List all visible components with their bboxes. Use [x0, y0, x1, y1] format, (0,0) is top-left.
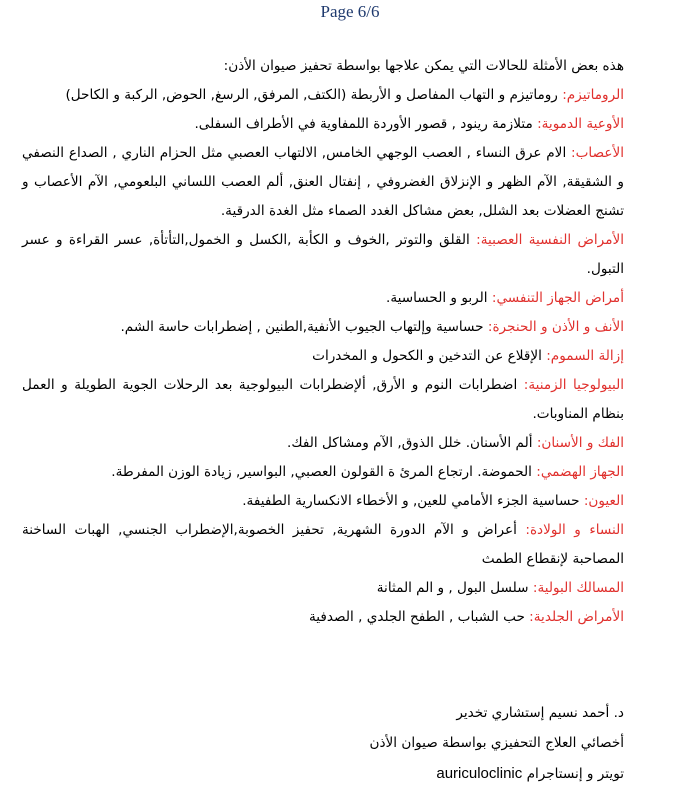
signature-name: د. أحمد نسيم إستشاري تخدير	[456, 705, 624, 721]
condition-label: أمراض الجهاز التنفسي:	[491, 290, 624, 306]
condition-label: الأمراض الجلدية:	[529, 609, 624, 625]
condition-text: حب الشباب , الطفح الجلدي , الصدفية	[309, 609, 530, 625]
condition-text: حساسية الجزء الأمامي للعين, و الأخطاء الانكسارية الطفيفة.	[242, 493, 584, 509]
condition-jaw-teeth	[22, 429, 624, 458]
condition-label: الأمراض النفسية العصبية:	[476, 232, 624, 248]
condition-gynecology	[22, 516, 624, 574]
condition-text: ألم الأسنان. خلل الذوق, الآم ومشاكل الفك.	[287, 435, 537, 451]
signature-social	[22, 764, 624, 784]
condition-label: العيون:	[583, 493, 624, 509]
condition-label: النساء و الولادة:	[525, 522, 624, 538]
condition-eyes	[22, 487, 624, 516]
condition-label: الأوعية الدموية:	[537, 116, 624, 132]
condition-text: متلازمة رينود , قصور الأوردة اللمفاوية في الأطراف السفلى.	[194, 116, 538, 132]
condition-label: الجهاز الهضمي:	[536, 464, 624, 480]
condition-text: الحموضة. ارتجاع المرئ ة القولون العصبي, البواسير, زيادة الوزن المفرطة.	[111, 464, 537, 480]
intro-paragraph: هذه بعض الأمثلة للحالات التي يمكن علاجها بواسطة تحفيز صيوان الأذن:	[223, 58, 624, 74]
condition-label: الأعصاب:	[571, 145, 624, 161]
condition-digestive	[22, 458, 624, 487]
document-body	[22, 52, 624, 632]
condition-text: الام عرق النساء , العصب الوجهي الخامس, الالتهاب العصبي مثل الحزام الناري , الصداع النصفي و الشقيقة, الآم الظهر و الإنزلاق الغضروفي , إنفتال العنق, ألم العصب اللساني البلعومي, الآم الأعصاب و تشنج العضلات بعد الشلل, بعض مشاكل الغدد الصماء مثل الغدة الدرقية.	[22, 145, 624, 219]
condition-chronobiology	[22, 371, 624, 429]
condition-skin	[22, 603, 624, 632]
page-number-header: Page 6/6	[320, 2, 380, 21]
condition-text: الإقلاع عن التدخين و الكحول و المخدرات	[312, 348, 547, 364]
condition-label: الفك و الأسنان:	[536, 435, 624, 451]
condition-rheumatism	[22, 81, 624, 110]
condition-text: حساسية وإلتهاب الجيوب الأنفية,الطنين , إضطرابات حاسة الشم.	[120, 319, 488, 335]
condition-detox	[22, 342, 624, 371]
condition-ent	[22, 313, 624, 342]
condition-text: الربو و الحساسية.	[386, 290, 492, 306]
condition-nerves	[22, 139, 624, 226]
condition-text: أعراض و الآم الدورة الشهرية, تحفيز الخصوبة,الإضطراب الجنسي, الهبات الساخنة المصاحبة لإنقطاع الطمث	[22, 522, 624, 567]
condition-text: القلق والتوتر ,الخوف و الكأبة ,الكسل و الخمول,التأتأة, عسر القراءة و عسر التبول.	[22, 232, 624, 277]
condition-label: الأنف و الأذن و الحنجرة:	[487, 319, 624, 335]
condition-label: إزالة السموم:	[546, 348, 624, 364]
condition-neuropsychiatric	[22, 226, 624, 284]
condition-respiratory	[22, 284, 624, 313]
social-handle: auriculoclinic	[436, 765, 523, 782]
condition-urinary	[22, 574, 624, 603]
condition-text: اضطرابات النوم و الأرق, ألإضطرابات البيولوجية بعد الرحلات الجوية الطويلة و العمل بنظام المناوبات.	[22, 377, 624, 422]
social-prefix: تويتر و إنستاجرام	[522, 766, 624, 782]
condition-label: البيولوجيا الزمنية:	[523, 377, 624, 393]
condition-label: الروماتيزم:	[562, 87, 624, 103]
condition-text: سلسل البول , و الم المثانة	[376, 580, 533, 596]
condition-label: المسالك البولية:	[532, 580, 624, 596]
condition-blood-vessels	[22, 110, 624, 139]
signature-title: أخصائي العلاج التحفيزي بواسطة صيوان الأذن	[369, 735, 624, 751]
condition-text: روماتيزم و التهاب المفاصل و الأربطة (الكتف, المرفق, الرسغ, الحوض, الركبة و الكاحل)	[65, 87, 563, 103]
